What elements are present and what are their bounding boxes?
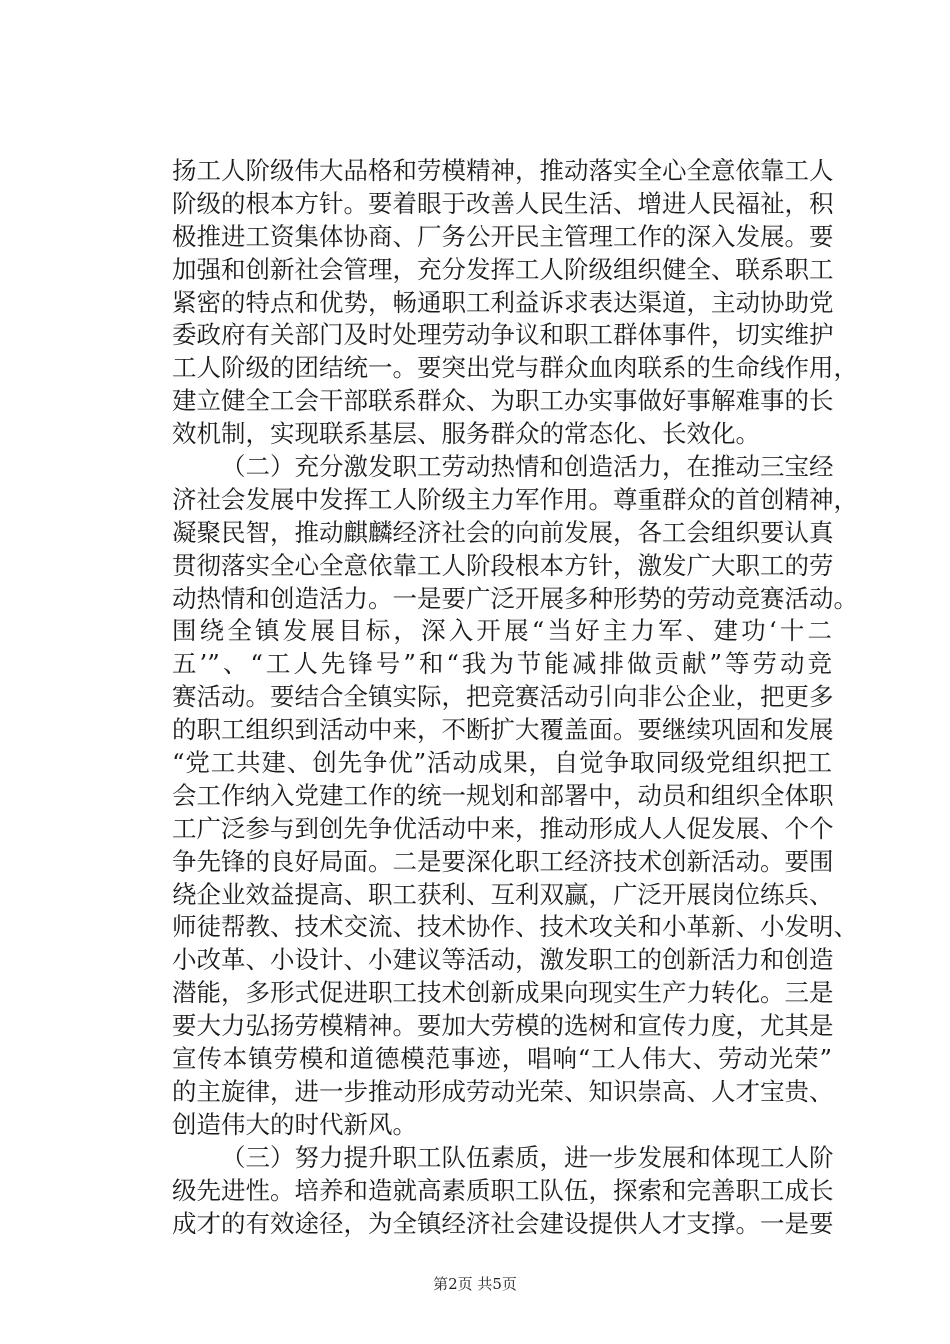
text-line: 工人阶级的团结统一。要突出党与群众血肉联系的生命线作用， <box>172 353 858 383</box>
text-line: 工广泛参与到创先争优活动中来，推动形成人人促发展、个个 <box>172 813 834 843</box>
text-line: 围绕全镇发展目标，深入开展“当好主力军、建功‘十二 <box>172 616 832 646</box>
text-line: 创造伟大的时代新风。 <box>172 1109 417 1139</box>
text-line: 贯彻落实全心全意依靠工人阶段根本方针，激发广大职工的劳 <box>172 550 834 580</box>
text-line: 成才的有效途径，为全镇经济社会建设提供人才支撑。一是要 <box>172 1208 834 1238</box>
text-line: 绕企业效益提高、职工获利、互利双赢，广泛开展岗位练兵、 <box>172 879 834 909</box>
text-line: 会工作纳入党建工作的统一规划和部署中，动员和组织全体职 <box>172 780 834 810</box>
text-line: 的职工组织到活动中来，不断扩大覆盖面。要继续巩固和发展 <box>172 715 834 745</box>
text-line: （三）努力提升职工队伍素质，进一步发展和体现工人阶 <box>221 1142 834 1172</box>
text-line: 级先进性。培养和造就高素质职工队伍，探索和完善职工成长 <box>172 1175 834 1205</box>
body-text <box>172 155 858 1240</box>
text-line: 极推进工资集体协商、厂务公开民主管理工作的深入发展。要 <box>172 221 834 251</box>
text-line: 宣传本镇劳模和道德模范事迹，唱响“工人伟大、劳动光荣” <box>172 1044 832 1074</box>
text-line: 委政府有关部门及时处理劳动争议和职工群体事件，切实维护 <box>172 320 834 350</box>
text-line: 的主旋律，进一步推动形成劳动光荣、知识崇高、人才宝贵、 <box>172 1076 834 1106</box>
text-line: 建立健全工会干部联系群众、为职工办实事做好事解难事的长 <box>172 386 834 416</box>
text-line: 要大力弘扬劳模精神。要加大劳模的选树和宣传力度，尤其是 <box>172 1011 834 1041</box>
text-line: 效机制，实现联系基层、服务群众的常态化、长效化。 <box>172 419 760 449</box>
text-line: 加强和创新社会管理，充分发挥工人阶级组织健全、联系职工 <box>172 254 834 284</box>
text-line: 阶级的根本方针。要着眼于改善人民生活、增进人民福祉，积 <box>172 188 834 218</box>
text-line: “党工共建、创先争优”活动成果，自觉争取同级党组织把工 <box>172 748 832 778</box>
page-footer: 第2页 共5页 <box>433 1275 517 1293</box>
text-line: 济社会发展中发挥工人阶级主力军作用。尊重群众的首创精神， <box>172 484 858 514</box>
text-line: 扬工人阶级伟大品格和劳模精神，推动落实全心全意依靠工人 <box>172 156 834 185</box>
text-line: 五’”、“工人先锋号”和“我为节能减排做贡献”等劳动竞 <box>172 649 832 679</box>
text-line: 小改革、小设计、小建议等活动，激发职工的创新活力和创造 <box>172 945 834 975</box>
text-line: 紧密的特点和优势，畅通职工利益诉求表达渠道，主动协助党 <box>172 287 834 317</box>
text-line: （二）充分激发职工劳动热情和创造活力，在推动三宝经 <box>221 452 834 482</box>
text-line: 凝聚民智，推动麒麟经济社会的向前发展，各工会组织要认真 <box>172 517 834 547</box>
text-line: 动热情和创造活力。一是要广泛开展多种形势的劳动竞赛活动。 <box>172 583 858 613</box>
text-line: 争先锋的良好局面。二是要深化职工经济技术创新活动。要围 <box>172 846 834 876</box>
text-line: 师徒帮教、技术交流、技术协作、技术攻关和小革新、小发明、 <box>172 912 858 942</box>
text-line: 潜能，多形式促进职工技术创新成果向现实生产力转化。三是 <box>172 978 834 1008</box>
text-line: 赛活动。要结合全镇实际，把竞赛活动引向非公企业，把更多 <box>172 682 834 712</box>
